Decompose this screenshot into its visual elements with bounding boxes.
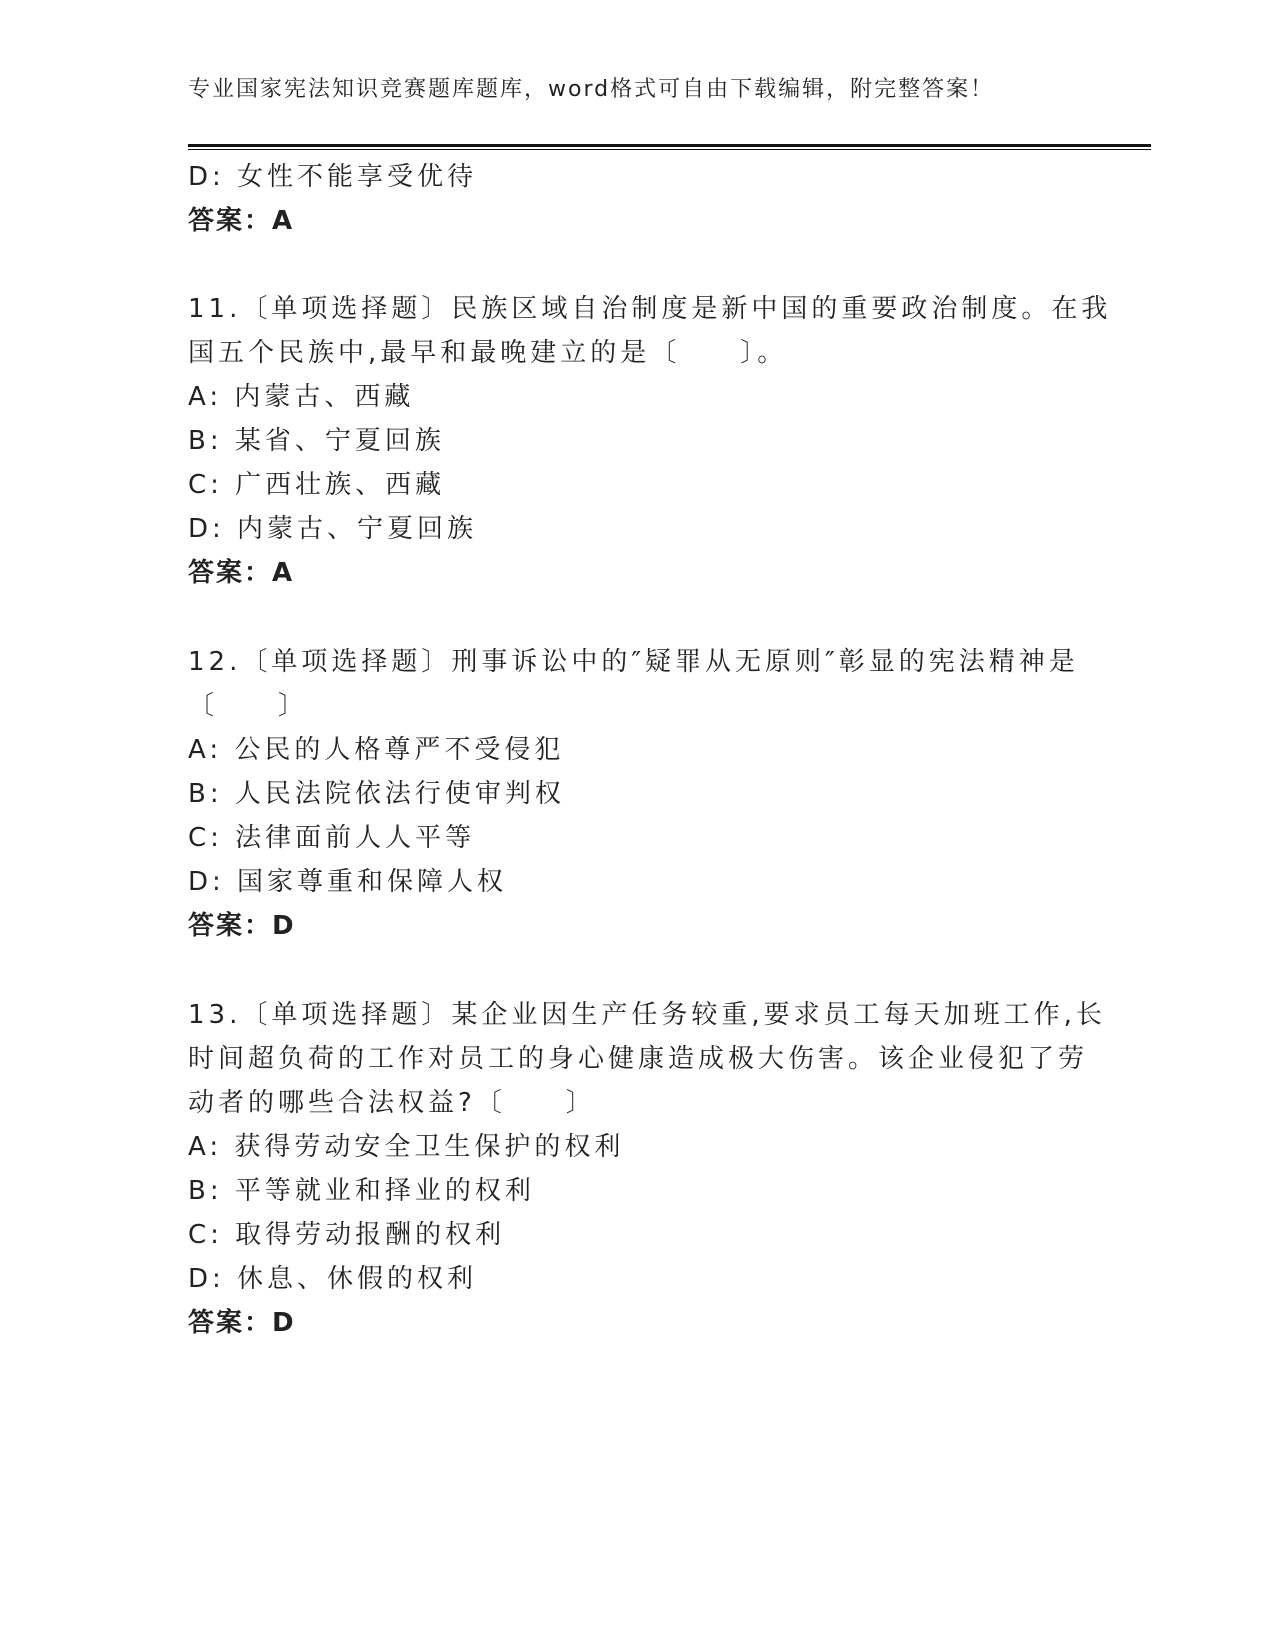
- q12-option-b: B: 人民法院依法行使审判权: [188, 779, 565, 809]
- prev-answer: 答案：A: [188, 206, 295, 236]
- q11-stem-line2: 国五个民族中,最早和最晚建立的是〔 〕。: [188, 338, 788, 368]
- q12-option-c: C: 法律面前人人平等: [188, 823, 476, 853]
- q11-option-a: A: 内蒙古、西藏: [188, 382, 415, 412]
- q12-option-a: A: 公民的人格尊严不受侵犯: [188, 735, 565, 765]
- q13-stem-line3: 动者的哪些合法权益?〔 〕: [188, 1088, 596, 1118]
- header-rule-thick: [188, 144, 1151, 147]
- q12-stem-line1: 12.〔单项选择题〕刑事诉讼中的″疑罪从无原则″彰显的宪法精神是: [188, 647, 1079, 677]
- q11-option-d: D: 内蒙古、宁夏回族: [188, 514, 478, 544]
- q12-stem-line2: 〔 〕: [188, 691, 309, 721]
- q11-option-c: C: 广西壮族、西藏: [188, 470, 446, 500]
- q11-answer: 答案：A: [188, 558, 295, 588]
- q12-option-d: D: 国家尊重和保障人权: [188, 867, 508, 897]
- q13-option-d: D: 休息、休假的权利: [188, 1264, 478, 1294]
- prev-option-d: D: 女性不能享受优待: [188, 162, 478, 192]
- q13-option-a: A: 获得劳动安全卫生保护的权利: [188, 1132, 625, 1162]
- q11-option-b: B: 某省、宁夏回族: [188, 426, 445, 456]
- q13-stem-line1: 13.〔单项选择题〕某企业因生产任务较重,要求员工每天加班工作,长: [188, 1000, 1106, 1030]
- q13-stem-line2: 时间超负荷的工作对员工的身心健康造成极大伤害。该企业侵犯了劳: [188, 1044, 1089, 1074]
- q12-answer: 答案：D: [188, 911, 296, 941]
- page-header: 专业国家宪法知识竞赛题库题库，word格式可自由下载编辑，附完整答案！: [188, 77, 995, 102]
- q13-option-c: C: 取得劳动报酬的权利: [188, 1220, 506, 1250]
- q13-answer: 答案：D: [188, 1308, 296, 1338]
- q13-option-b: B: 平等就业和择业的权利: [188, 1176, 535, 1206]
- q11-stem-line1: 11.〔单项选择题〕民族区域自治制度是新中国的重要政治制度。在我: [188, 294, 1112, 324]
- header-rule-thin: [188, 149, 1151, 150]
